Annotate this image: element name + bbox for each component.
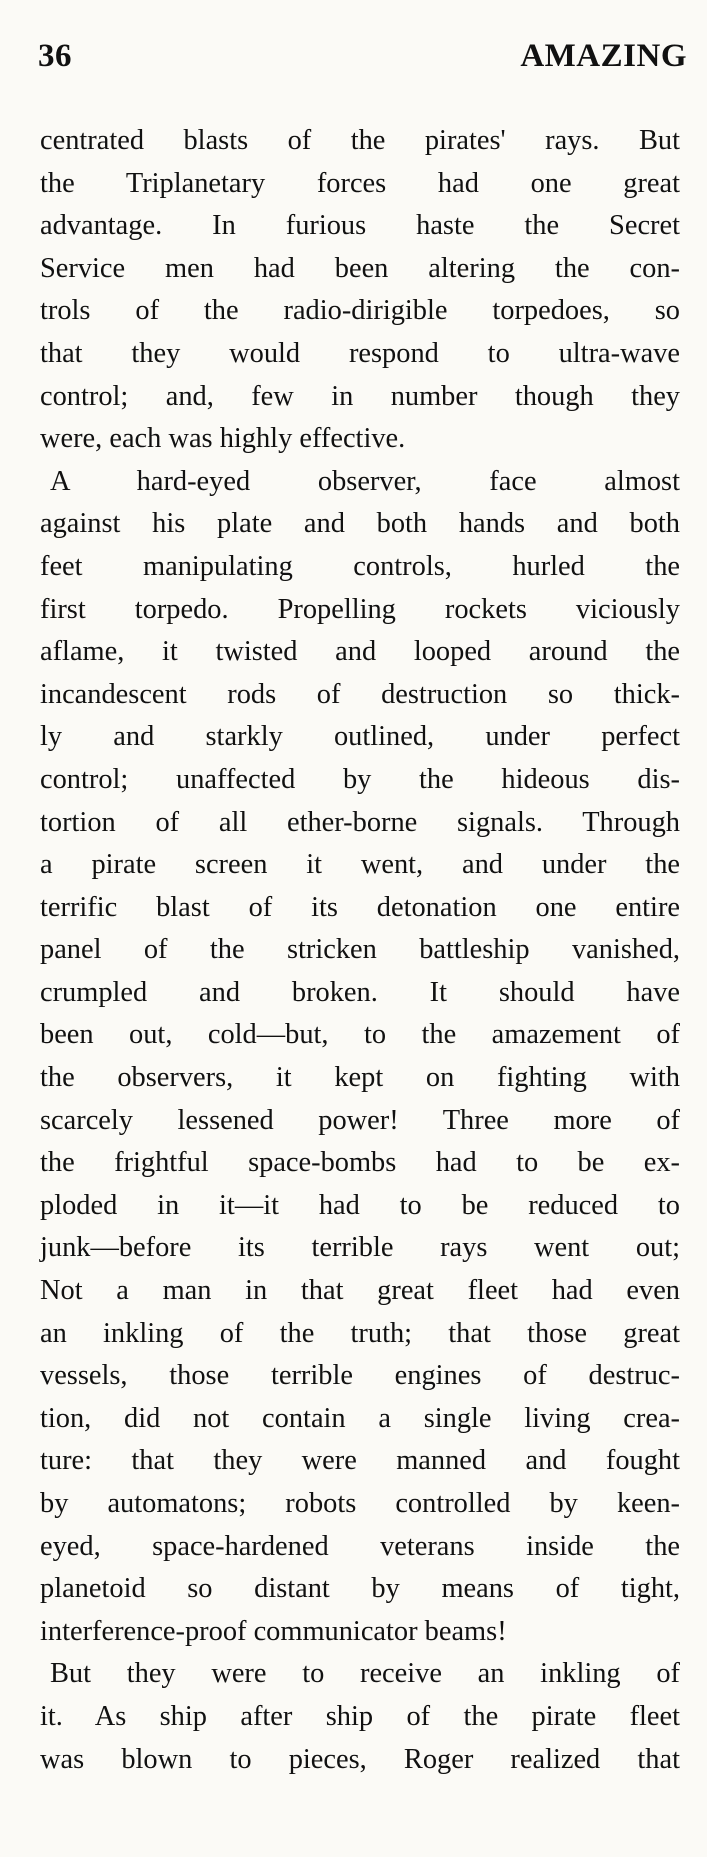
text-line: panel of the stricken battleship vanished, <box>40 934 680 966</box>
text-line: by automatons; robots controlled by keen- <box>40 1488 680 1519</box>
text-line: it. As ship after ship of the pirate fleet <box>40 1700 680 1732</box>
text-line: vessels, those terrible engines of destruc- <box>40 1360 680 1392</box>
text-line: A hard-eyed observer, face almost <box>50 465 680 497</box>
text-line: ploded in it—it had to be reduced to <box>40 1189 680 1221</box>
text-line: interference-proof communicator beams! <box>40 1615 507 1647</box>
text-line: the observers, it kept on fighting with <box>40 1062 680 1094</box>
text-line: tortion of all ether-borne signals. Through <box>40 806 680 838</box>
text-line: Service men had been altering the con- <box>40 252 680 284</box>
text-line: control; and, few in number though they <box>40 380 680 412</box>
text-line: tion, did not contain a single living crea- <box>40 1402 680 1434</box>
text-line: the Triplanetary forces had one great <box>40 167 680 199</box>
text-line: centrated blasts of the pirates' rays. But <box>40 125 680 156</box>
text-line: junk—before its terrible rays went out; <box>40 1232 680 1264</box>
text-line: incandescent rods of destruction so thick- <box>40 678 680 710</box>
text-line: But they were to receive an inkling of <box>50 1658 680 1690</box>
text-line: the frightful space-bombs had to be ex- <box>40 1147 680 1179</box>
text-line: was blown to pieces, Roger realized that <box>40 1743 680 1775</box>
page-number: 36 <box>38 38 72 74</box>
text-line: Not a man in that great fleet had even <box>40 1275 680 1307</box>
text-line: ture: that they were manned and fought <box>40 1445 680 1477</box>
text-line: were, each was highly effective. <box>40 423 406 455</box>
text-line: first torpedo. Propelling rockets viciously <box>40 593 680 625</box>
magazine-title: AMAZING <box>520 38 687 74</box>
text-line: aflame, it twisted and looped around the <box>40 636 680 668</box>
text-line: that they would respond to ultra-wave <box>40 337 680 369</box>
paragraph-1 <box>40 120 680 461</box>
paragraph-3 <box>40 1653 680 1781</box>
text-line: eyed, space-hardened veterans inside the <box>40 1530 680 1562</box>
text-line: a pirate screen it went, and under the <box>40 849 680 881</box>
text-line: been out, cold—but, to the amazement of <box>40 1019 680 1051</box>
text-line: feet manipulating controls, hurled the <box>40 550 680 582</box>
paragraph-2 <box>40 461 680 1654</box>
text-line: control; unaffected by the hideous dis- <box>40 763 680 795</box>
page-header <box>38 38 687 84</box>
text-line: advantage. In furious haste the Secret <box>40 210 680 242</box>
text-line: terrific blast of its detonation one entire <box>40 891 680 923</box>
text-line: trols of the radio-dirigible torpedoes, so <box>40 295 680 327</box>
text-column <box>40 120 680 1781</box>
text-line: an inkling of the truth; that those great <box>40 1317 680 1349</box>
text-line: planetoid so distant by means of tight, <box>40 1573 680 1605</box>
text-line: crumpled and broken. It should have <box>40 976 680 1008</box>
text-line: ly and starkly outlined, under perfect <box>40 721 680 753</box>
text-line: scarcely lessened power! Three more of <box>40 1104 680 1136</box>
text-line: against his plate and both hands and both <box>40 508 680 540</box>
